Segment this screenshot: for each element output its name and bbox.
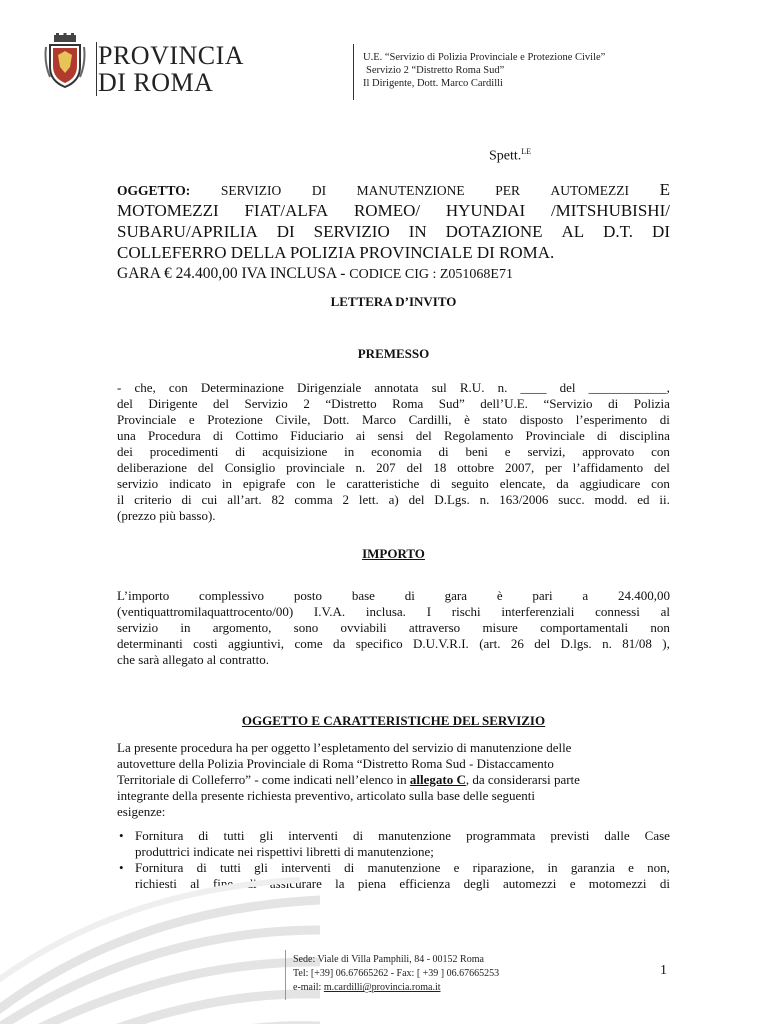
subject-word: HYUNDAI [445, 201, 526, 220]
bullet-word: e [453, 860, 460, 875]
premesso-word: dell’U.E. [480, 396, 528, 411]
subject-word: D.T. [603, 222, 634, 241]
importo-word: attraverso [408, 620, 461, 635]
bullet-word: al [190, 876, 200, 891]
footer-phone: Tel: [+39] 06.67665262 - Fax: [ +39 ] 06.67665253 [293, 968, 500, 979]
subject-block [117, 180, 670, 285]
importo-word: D.U.V.R.I. [413, 636, 469, 651]
premesso-line: (prezzo più basso). [117, 508, 216, 523]
bullet-word: interventi [288, 828, 339, 843]
premesso-word: n. [497, 380, 508, 395]
premesso-word: Cardilli, [408, 412, 452, 427]
premesso-word: criterio [134, 492, 172, 507]
importo-word: sono [293, 620, 319, 635]
subject-word: IN [408, 222, 427, 241]
premesso-word: di [608, 396, 619, 411]
premesso-word: acquisizione [262, 444, 328, 459]
importo-word: pari [532, 588, 553, 603]
premesso-word: ____ [520, 380, 547, 395]
subject-line-2 [117, 200, 670, 221]
footer-divider [285, 950, 286, 1000]
premesso-word: D.Lgs. [434, 492, 470, 507]
premesso-word: annotata [374, 380, 419, 395]
premesso-word: del [415, 428, 432, 443]
premesso-word: Cottimo [235, 428, 278, 443]
premesso-word: e [188, 412, 195, 427]
bullet-word: di [246, 876, 257, 891]
premesso-word: di [659, 412, 670, 427]
bullet-word: efficienza [399, 876, 451, 891]
spett-sup: LE [521, 147, 532, 156]
premesso-word: beni [465, 444, 488, 459]
subject-line-3 [117, 221, 670, 242]
premesso-line [117, 380, 670, 396]
bullet-line: produttrici indicate nei rispettivi libretti di manutenzione; [135, 844, 434, 859]
bullet-word: fine [212, 876, 234, 891]
subject-label: OGGETTO: [117, 183, 191, 198]
premesso-word: Regolamento [443, 428, 514, 443]
premesso-word: con [168, 380, 188, 395]
premesso-word: comma [294, 492, 333, 507]
premesso-word: sul [431, 380, 447, 395]
bullet-word: di [198, 828, 209, 843]
subject-word: MANUTENZIONE [356, 183, 465, 198]
premesso-word: Dirigente [148, 396, 198, 411]
footer-address: Sede: Viale di Villa Pamphili, 84 - 00152 Roma [293, 954, 484, 965]
premesso-word: del [406, 460, 423, 475]
servizio-heading-text: OGGETTO E CARATTERISTICHE DEL SERVIZIO [241, 713, 546, 728]
allegato-c-link[interactable]: allegato C [409, 772, 466, 787]
org-line-2: DI ROMA [98, 68, 214, 97]
bullet-word: e [569, 876, 576, 891]
bullet-word: degli [463, 876, 490, 891]
servizio-line-text: integrante della presente richiesta preventivo, articolato sulla base delle seguenti [117, 788, 535, 803]
importo-word: come [294, 636, 323, 651]
bullet-word: gli [259, 828, 274, 843]
spett-text: Spett. [489, 148, 522, 164]
bullet-word: dalle [604, 828, 630, 843]
importo-line [117, 604, 670, 620]
importo-word: inclusa. [365, 604, 406, 619]
importo-word: 24.400,00 [617, 588, 670, 603]
premesso-word: disposto [519, 412, 564, 427]
premesso-word: n. [479, 492, 490, 507]
subject-word: AUTOMEZZI [550, 183, 630, 198]
importo-word: posto [293, 588, 323, 603]
premesso-word: ed [637, 492, 650, 507]
subject-word: SERVIZIO [220, 183, 282, 198]
premesso-word: del [408, 492, 425, 507]
premesso-line [117, 444, 670, 460]
importo-word: interferenziali [501, 604, 575, 619]
bullet-word: Case [644, 828, 670, 843]
bullet-word: manutenzione [378, 828, 452, 843]
premesso-word: - [117, 380, 122, 395]
premesso-word: succ. [558, 492, 585, 507]
premesso-word: “Distretto [325, 396, 377, 411]
subject-line-1 [117, 180, 670, 200]
importo-word: costi [193, 636, 218, 651]
premesso-word: ____________, [588, 380, 670, 395]
importo-word: (art. [479, 636, 501, 651]
premesso-word: approvato [582, 444, 635, 459]
bullet-word: garanzia [570, 860, 615, 875]
subject-word: FIAT/ALFA [244, 201, 329, 220]
importo-word: di [404, 588, 415, 603]
premesso-word: di [597, 428, 608, 443]
premesso-word: l’affidamento [572, 460, 644, 475]
footer-email-link[interactable]: m.cardilli@provincia.roma.it [323, 982, 441, 993]
premesso-word: 18 [433, 460, 447, 475]
header-info-line-3: Il Dirigente, Dott. Marco Cardilli [363, 78, 503, 89]
premesso-line [117, 412, 670, 428]
premesso-word: Consiglio [224, 460, 276, 475]
premesso-word: il [117, 492, 125, 507]
importo-word: determinanti [117, 636, 183, 651]
subject-word: DI [311, 183, 327, 198]
subject-word: DOTAZIONE [445, 222, 543, 241]
importo-paragraph [117, 588, 670, 668]
premesso-word: Sud” [438, 396, 465, 411]
importo-word: specifico [355, 636, 403, 651]
premesso-word: 2 [342, 492, 349, 507]
premesso-word: del [559, 380, 576, 395]
org-line-1: PROVINCIA [98, 41, 245, 70]
servizio-line: esigenze: [117, 804, 166, 819]
gara-amount: GARA € 24.400,00 IVA INCLUSA - [117, 265, 350, 282]
bullet-word: gli [254, 860, 268, 875]
servizio-line-text: Territoriale di Colleferro” - come indicati nell’elenco in [117, 772, 410, 787]
premesso-word: in [221, 476, 232, 491]
premesso-line [117, 396, 670, 412]
subject-word: DI [276, 222, 295, 241]
premesso-word: modd. [594, 492, 628, 507]
footer-contacts [293, 953, 499, 995]
bullet-word: previsti [550, 828, 590, 843]
page-number: 1 [660, 963, 667, 978]
premesso-word: lett. [358, 492, 379, 507]
premesso-word: procedimenti [149, 444, 219, 459]
header-info [363, 51, 605, 90]
servizio-line-text: autovetture della Polizia Provinciale di Roma “Distretto Roma Sud - Distaccamento [117, 756, 554, 771]
premesso-word: 82 [271, 492, 285, 507]
subject-word: SERVIZIO [313, 222, 390, 241]
bullet-word: Fornitura [135, 860, 184, 875]
premesso-word: ai [355, 428, 366, 443]
importo-word: complessivo [199, 588, 265, 603]
importo-word: gara [444, 588, 468, 603]
premesso-word: Civile, [275, 412, 311, 427]
letter-title: LETTERA D’INVITO [330, 294, 457, 309]
importo-word: da [333, 636, 346, 651]
premesso-word: Servizio [244, 396, 288, 411]
servizio-heading [117, 713, 670, 729]
bullet-line [135, 828, 670, 844]
premesso-word: Roma [392, 396, 424, 411]
importo-word: aggiuntivi, [228, 636, 285, 651]
premesso-word: del [654, 460, 670, 475]
list-item [117, 828, 670, 860]
premesso-word: caratteristiche [346, 476, 420, 491]
premesso-word: ottobre [457, 460, 495, 475]
bullet-word: e [628, 860, 634, 875]
bullet-word: di [344, 860, 355, 875]
bullet-word: automezzi [502, 876, 557, 891]
premesso-word: 2 [303, 396, 310, 411]
bullet-word: in [547, 860, 558, 875]
servizio-line [117, 740, 670, 756]
premesso-word: e [504, 444, 511, 459]
importo-line [117, 620, 670, 636]
subject-word: PER [495, 183, 520, 198]
importo-word: (ventiquattromilaquattrocento/00) [117, 604, 294, 619]
premesso-word: Provinciale [525, 428, 585, 443]
subject-line-4: COLLEFERRO DELLA POLIZIA PROVINCIALE DI ROMA. [117, 243, 555, 262]
premesso-word: 163/2006 [499, 492, 549, 507]
premesso-word: provinciale [286, 460, 345, 475]
servizio-paragraph [117, 740, 670, 820]
premesso-word: di [212, 428, 224, 443]
subject-word: E [659, 180, 670, 199]
premesso-word: R.U. [459, 380, 485, 395]
subject-word: DI [652, 222, 670, 241]
importo-word: è [496, 588, 503, 603]
importo-word: non [650, 620, 670, 635]
bullet-word: di [353, 828, 364, 843]
bullet-word: Fornitura [135, 828, 184, 843]
premesso-word: indicato [169, 476, 211, 491]
premesso-word: seguito [451, 476, 489, 491]
importo-word: del [534, 636, 551, 651]
premesso-word: aggiudicare [579, 476, 641, 491]
premesso-word: economia [371, 444, 422, 459]
provincia-watermark-logo [0, 870, 320, 1024]
importo-heading-text: IMPORTO [362, 546, 425, 561]
importo-word: misure [482, 620, 518, 635]
premesso-word: sensi [377, 428, 404, 443]
provincia-crest-icon [44, 33, 86, 91]
premesso-word: con [651, 444, 670, 459]
premesso-word: del [197, 460, 214, 475]
importo-word: L’importo [117, 588, 170, 603]
premesso-word: di [430, 476, 441, 491]
subject-word: /MITSHUBISHI/ [550, 201, 670, 220]
servizio-line [117, 756, 670, 772]
premesso-line [117, 428, 670, 444]
premesso-word: di [235, 444, 246, 459]
subject-word: ROMEO/ [353, 201, 421, 220]
premesso-word: una [117, 428, 136, 443]
premesso-word: del [117, 396, 133, 411]
bullet-icon: • [119, 828, 124, 843]
premesso-word: Provinciale [117, 412, 177, 427]
importo-word: argomento, [212, 620, 272, 635]
bullet-word: riparazione, [472, 860, 535, 875]
premesso-word: Protezione [207, 412, 263, 427]
premesso-word: Fiduciario [290, 428, 344, 443]
premesso-word: Determinazione [200, 380, 284, 395]
bullet-word: manutenzione [367, 860, 441, 875]
bullet-word: motomezzi [588, 876, 647, 891]
premesso-word: di [438, 444, 449, 459]
premesso-line [117, 476, 670, 492]
header-info-rule [353, 44, 354, 100]
bullet-word: richiesti [135, 876, 177, 891]
premesso-word: per [545, 460, 562, 475]
bullet-word: la [335, 876, 345, 891]
bullet-icon: • [119, 860, 124, 875]
importo-word: n. [602, 636, 612, 651]
servizio-line-text: La presente procedura ha per oggetto l’espletamento del servizio di manutenzione delle [117, 740, 572, 755]
header-info-line-1: U.E. “Servizio di Polizia Provinciale e Protezione Civile” [363, 52, 606, 63]
premesso-word: servizi, [527, 444, 566, 459]
bullet-word: tutti [223, 828, 245, 843]
header-divider [96, 42, 97, 96]
subject-gara [117, 263, 670, 285]
importo-word: in [180, 620, 191, 635]
importo-word: comportamentali [540, 620, 629, 635]
bullet-word: piena [357, 876, 387, 891]
premesso-word: Dott. [323, 412, 350, 427]
importo-word: I.V.A. [313, 604, 346, 619]
importo-word: ovviabili [340, 620, 387, 635]
premesso-word: servizio [117, 476, 159, 491]
bullet-word: non, [647, 860, 670, 875]
premesso-word: le [326, 476, 336, 491]
importo-word: ), [662, 636, 670, 651]
premesso-line [117, 460, 670, 476]
premesso-word: del [213, 396, 229, 411]
premesso-word: elencate, [499, 476, 546, 491]
importo-word: I [426, 604, 432, 619]
premesso-word: ii. [659, 492, 670, 507]
cig-code: CODICE CIG : Z051068E71 [349, 267, 513, 282]
importo-heading [117, 546, 670, 562]
premesso-word: deliberazione [117, 460, 188, 475]
importo-word: connessi [595, 604, 640, 619]
importo-word: a [582, 588, 589, 603]
premesso-word: Polizia [633, 396, 670, 411]
servizio-line-text: , da considerarsi parte [465, 772, 580, 787]
premesso-word: è [464, 412, 470, 427]
premesso-word: disciplina [619, 428, 670, 443]
premesso-word: a) [388, 492, 399, 507]
premesso-word: Marco [362, 412, 396, 427]
premesso-word: 2007, [504, 460, 535, 475]
premesso-word: Dirigenziale [297, 380, 362, 395]
premesso-heading: PREMESSO [357, 346, 430, 361]
importo-line [117, 588, 670, 604]
recipient-salutation [489, 147, 531, 165]
importo-word: 81/08 [622, 636, 652, 651]
importo-line: che sarà allegato al contratto. [117, 652, 269, 667]
premesso-line [117, 492, 670, 508]
importo-word: servizio [117, 620, 159, 635]
premesso-word: “Servizio [543, 396, 593, 411]
premesso-word: 207 [376, 460, 396, 475]
org-name [98, 42, 244, 96]
bullet-word: programmata [466, 828, 536, 843]
premesso-word: n. [355, 460, 366, 475]
bullet-word: interventi [281, 860, 331, 875]
footer-email-row [293, 981, 499, 995]
subject-word: MOTOMEZZI [117, 201, 219, 220]
premesso-word: dei [117, 444, 133, 459]
premesso-word: stato [482, 412, 508, 427]
premesso-word: l’esperimento [575, 412, 648, 427]
premesso-word: da [556, 476, 569, 491]
importo-word: al [660, 604, 670, 619]
premesso-word: di [181, 492, 192, 507]
servizio-line [117, 788, 670, 804]
importo-word: D.lgs. [560, 636, 592, 651]
importo-word: rischi [451, 604, 481, 619]
importo-word: base [351, 588, 375, 603]
premesso-word: cui [201, 492, 218, 507]
bullet-word: tutti [219, 860, 241, 875]
premesso-word: in [344, 444, 355, 459]
premesso-word: epigrafe [242, 476, 286, 491]
premesso-paragraph [117, 380, 670, 524]
premesso-word: Procedura [148, 428, 201, 443]
subject-word: SUBARU/APRILIA [117, 222, 258, 241]
premesso-word: con [296, 476, 316, 491]
header-info-line-2: Servizio 2 “Distretto Roma Sud” [366, 65, 505, 76]
footer-email-label: e-mail: [293, 982, 324, 993]
importo-line [117, 636, 670, 652]
importo-word: 26 [510, 636, 524, 651]
premesso-word: che, [134, 380, 156, 395]
premesso-word: con [651, 476, 670, 491]
premesso-word: all’art. [227, 492, 262, 507]
subject-word: AL [561, 222, 585, 241]
servizio-line [117, 772, 670, 788]
bullet-word: di [196, 860, 207, 875]
bullet-word: assicurare [269, 876, 322, 891]
bullet-word: di [659, 876, 670, 891]
